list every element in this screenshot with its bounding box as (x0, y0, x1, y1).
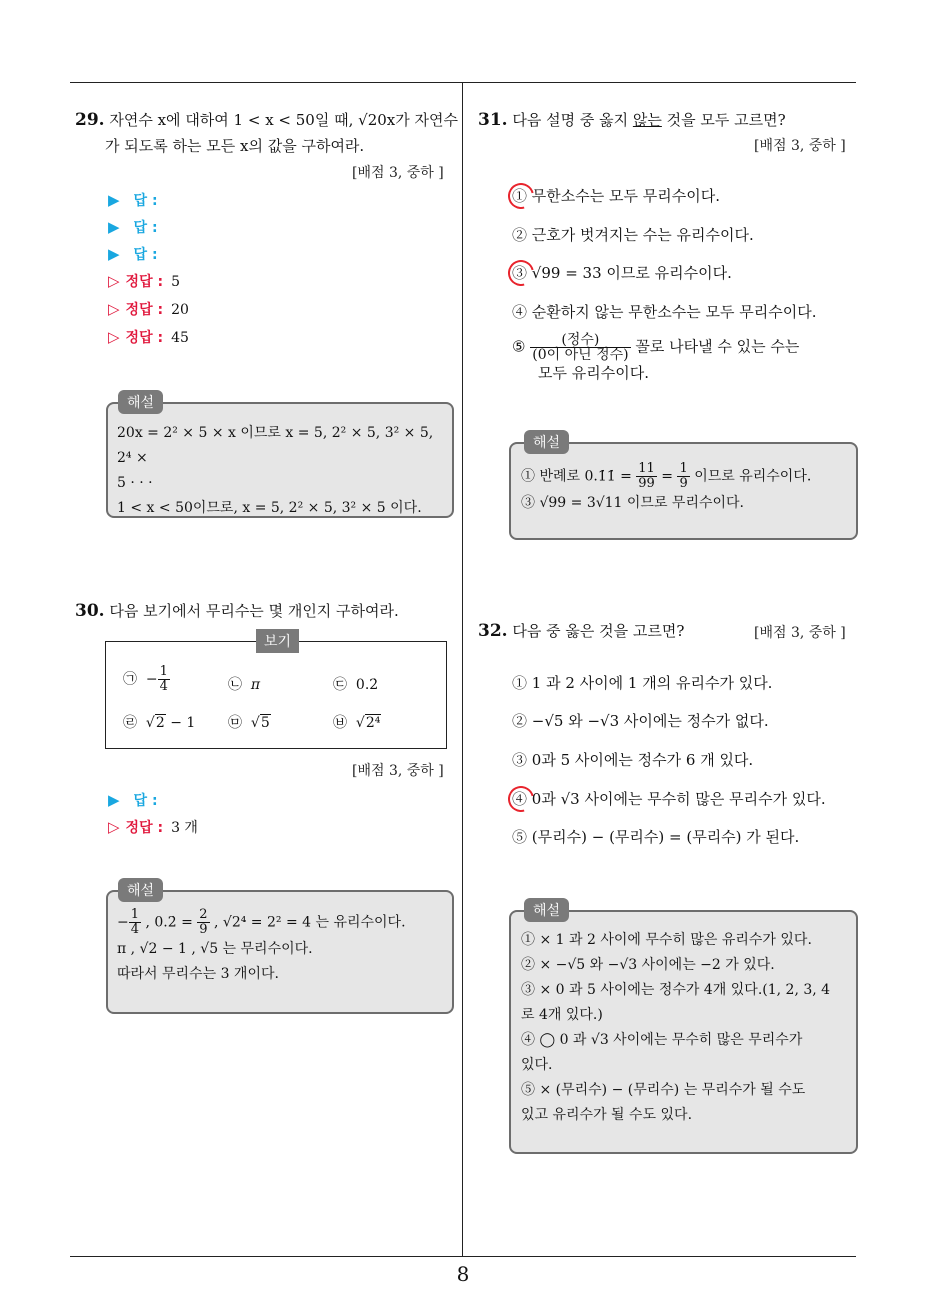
q32-hint-text: ① × 1 과 2 사이에 무수히 많은 유리수가 있다. ② × −√5 와 −√3 사이에는 −2 가 있다. ③ × 0 과 5 사이에는 정수가 4개 있다.(1, 2, 3, 4 로 4개 있다.) ④ ◯ 0 과 √3 사이에는 무수히 많은 무리수가 있다. ⑤ × (무리수) − (무리수) 는 무리수가 될 수도 있고 유리수가 될 수도 있다. (521, 932, 831, 1123)
q31-option-5[interactable]: ⑤ $\frac{\text{(정수)}}{\text{(0이 아닌 정수)}}$ 꼴로 나타낼 수 있는 수는 모두 유리수이다. (512, 332, 800, 382)
q29-correct-1: ▷ 정답 : 5 (108, 272, 180, 290)
bogi-item-c: ㉢ 0.2̇ (333, 677, 379, 693)
answer-triangle-icon: ▶ (108, 191, 120, 209)
q29-number: 29. (75, 110, 105, 130)
q32-option-2[interactable]: ② −√5 와 −√3 사이에는 정수가 없다. (512, 712, 769, 730)
column-divider (462, 82, 463, 1256)
q32-option-3[interactable]: ③ 0과 5 사이에는 정수가 6 개 있다. (512, 751, 754, 769)
q29-correct-2: ▷ 정답 : 20 (108, 300, 189, 318)
q32-option-5[interactable]: ⑤ (무리수) − (무리수) = (무리수) 가 된다. (512, 828, 800, 846)
q30-meta: [배점 3, 중하 ] (352, 763, 444, 779)
correct-triangle-icon: ▷ (108, 818, 120, 836)
bogi-item-a: ㉠ − $\frac{1}{4}$ (123, 664, 168, 694)
q29-correct-3: ▷ 정답 : 45 (108, 328, 189, 346)
q30-hint-tag: 해설 (118, 878, 163, 902)
q30-correct: ▷ 정답 : 3 개 (108, 818, 198, 836)
q31-meta: [배점 3, 중하 ] (754, 138, 846, 154)
q29-answer-1[interactable]: ▶ 답 : (108, 191, 158, 209)
q31-question: 31. 다음 설명 중 옳지 않는 것을 모두 고르면? (478, 110, 786, 130)
bottom-rule (70, 1256, 856, 1257)
q29-answer-2[interactable]: ▶ 답 : (108, 218, 158, 236)
q32-hint-tag: 해설 (524, 898, 569, 922)
answer-triangle-icon: ▶ (108, 245, 120, 263)
q32-question: 32. 다음 중 옳은 것을 고르면? (478, 621, 685, 641)
bogi-item-d: ㉣ √2 − 1 (123, 715, 196, 731)
q31-option-4[interactable]: ④ 순환하지 않는 무한소수는 모두 무리수이다. (512, 303, 817, 321)
q31-option-2[interactable]: ② 근호가 벗겨지는 수는 유리수이다. (512, 226, 754, 244)
q30-line1: 다음 보기에서 무리수는 몇 개인지 구하여라. (109, 602, 399, 620)
q30-hint-text: − $\frac{1}{4}$ , 0.2̇ = $\frac{2}{9}$ , √2⁴ = 2² = 4 는 유리수이다. π , √2 − 1 , √5 는 무리수이다. 따라서 무리수는 3 개이다. (117, 907, 406, 982)
bogi-item-f: ㉥ √2⁴ (333, 715, 381, 731)
q32-option-1[interactable]: ① 1 과 2 사이에 1 개의 유리수가 있다. (512, 674, 773, 692)
top-rule (70, 82, 856, 83)
q31-hint-text: ① 반례로 0.1̇1̇ = $\frac{11}{99}$ = $\frac{1}{9}$ 이므로 유리수이다. ③ √99 = 3√11 이므로 무리수이다. (521, 461, 812, 511)
q29-hint-text: 20x = 2² × 5 × x 이므로 x = 5, 2² × 5, 3² × 5, 2⁴ × 5 · · · 1 < x < 50이므로, x = 5, 2² × 5, 3² × 5 이다. (117, 425, 434, 516)
answer-triangle-icon: ▶ (108, 218, 120, 236)
q29-hint-tag: 해설 (118, 390, 163, 414)
q29-line2: 가 되도록 하는 모든 x의 값을 구하여라. (105, 137, 365, 155)
correct-triangle-icon: ▷ (108, 300, 120, 318)
bogi-item-b: ㉡ π (228, 677, 261, 693)
q31-number: 31. (478, 110, 508, 130)
q30-question (75, 598, 399, 624)
q32-option-4[interactable]: ④ 0과 √3 사이에는 무수히 많은 무리수가 있다. (512, 790, 826, 808)
answer-triangle-icon: ▶ (108, 791, 120, 809)
q30-bogi-box (105, 641, 447, 749)
q31-option-1[interactable]: ① 무한소수는 모두 무리수이다. (512, 187, 720, 205)
q30-bogi-tag: 보기 (256, 629, 299, 653)
q32-meta: [배점 3, 중하 ] (754, 625, 846, 641)
q29-meta: [배점 3, 중하 ] (352, 165, 444, 181)
q29-answer-3[interactable]: ▶ 답 : (108, 245, 158, 263)
correct-triangle-icon: ▷ (108, 272, 120, 290)
bogi-item-e: ㉤ √5 (228, 715, 270, 731)
q29-question (75, 107, 460, 159)
q31-option-3[interactable]: ③ √99 = 33 이므로 유리수이다. (512, 264, 732, 282)
q31-hint-tag: 해설 (524, 430, 569, 454)
q30-number: 30. (75, 601, 105, 621)
page-number: 8 (456, 1262, 470, 1286)
q29-line1: 자연수 x에 대하여 1 < x < 50일 때, √20x가 자연수 (109, 111, 458, 129)
q30-answer[interactable]: ▶ 답 : (108, 791, 158, 809)
correct-triangle-icon: ▷ (108, 328, 120, 346)
q32-number: 32. (478, 621, 508, 641)
